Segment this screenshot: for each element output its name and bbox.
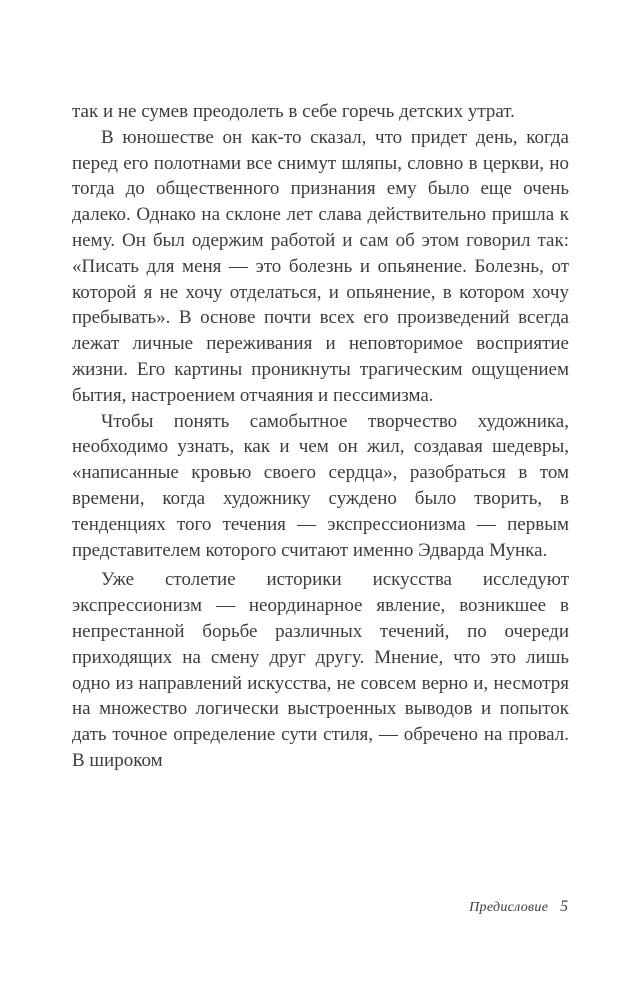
footer-page-number: 5 (560, 898, 568, 915)
paragraph: Уже столетие историки искусства исследуют экспрессионизм — неординарное явление, возникшее в непрестанной борьбе различных течений, по очереди приходящих на смену друг другу. Мнение, что это лишь одно из направлений искусства, не совсем верно и, несмотря на множество логически выстроенных выводов и попыток дать точное определение сути стиля, — обречено на провал. В широком (72, 569, 569, 771)
page-footer (469, 898, 568, 916)
paragraph: В юношестве он как-то сказал, что придет день, когда перед его полотнами все снимут шляпы, словно в церкви, но тогда до общественного признания ему было еще очень далеко. Однако на склоне лет слава действительно пришла к нему. Он был одержим работой и сам об этом говорил так: «Писать для меня — это болезнь и опьянение. Болезнь, от которой я не хочу отделаться, и опьянение, в котором хочу пребывать». В основе почти всех его произведений всегда лежат личные переживания и неповторимое восприятие жизни. Его картины проникнуты трагическим ощущением бытия, настроением отчаяния и пессимизма. (72, 126, 569, 406)
text-block (72, 99, 569, 774)
paragraph-continuation: так и не сумев преодолеть в себе горечь детских утрат. (72, 101, 515, 122)
footer-section-title: Предисловие (469, 900, 549, 915)
paragraph: Чтобы понять самобытное творчество художника, необходимо узнать, как и чем он жил, создавая шедевры, «написанные кровью своего сердца», разобраться в том времени, когда художнику суждено было творить, в тенденциях того течения — экспрессионизма — первым представителем которого считают именно Эдварда Мунка. (72, 410, 569, 561)
